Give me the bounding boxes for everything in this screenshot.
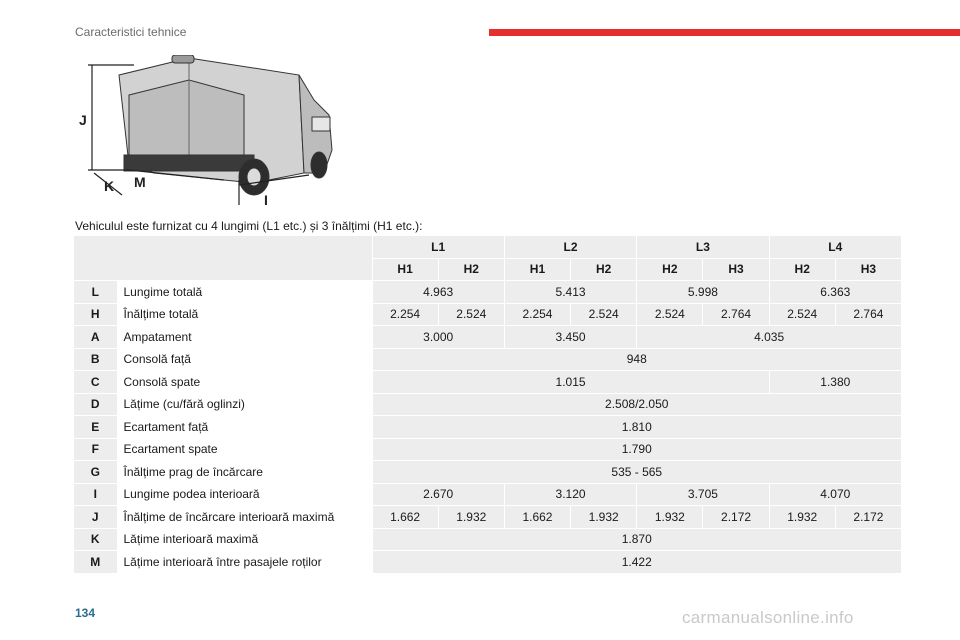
value-cell: 5.998 bbox=[637, 281, 769, 304]
row-code: E bbox=[74, 416, 117, 439]
value-cell: 4.070 bbox=[769, 483, 901, 506]
value-cell: 2.254 bbox=[504, 303, 570, 326]
height-header-cell: H2 bbox=[769, 258, 835, 281]
table-row bbox=[74, 416, 902, 439]
header-accent-bar bbox=[489, 29, 960, 36]
row-code: F bbox=[74, 438, 117, 461]
value-cell: 2.524 bbox=[438, 303, 504, 326]
row-code: C bbox=[74, 371, 117, 394]
row-label: Lățime interioară între pasajele roților bbox=[117, 551, 372, 574]
row-code: B bbox=[74, 348, 117, 371]
row-label: Consolă spate bbox=[117, 371, 372, 394]
row-label: Ecartament spate bbox=[117, 438, 372, 461]
value-cell: 1.662 bbox=[372, 506, 438, 529]
value-cell: 2.764 bbox=[835, 303, 901, 326]
value-cell: 3.450 bbox=[504, 326, 636, 349]
row-code: M bbox=[74, 551, 117, 574]
value-cell: 1.810 bbox=[372, 416, 902, 439]
label-K: K bbox=[104, 178, 115, 194]
section-title: Caracteristici tehnice bbox=[75, 25, 187, 39]
value-cell: 1.932 bbox=[769, 506, 835, 529]
row-code: D bbox=[74, 393, 117, 416]
value-cell: 948 bbox=[372, 348, 902, 371]
height-header-cell: H3 bbox=[835, 258, 901, 281]
row-label: Consolă față bbox=[117, 348, 372, 371]
length-header-row bbox=[74, 236, 902, 258]
value-cell: 1.380 bbox=[769, 371, 901, 394]
table-row bbox=[74, 393, 902, 416]
value-cell: 4.963 bbox=[372, 281, 504, 304]
value-cell: 2.254 bbox=[372, 303, 438, 326]
table-row bbox=[74, 506, 902, 529]
value-cell: 3.000 bbox=[372, 326, 504, 349]
value-cell: 1.932 bbox=[637, 506, 703, 529]
row-label: Ecartament față bbox=[117, 416, 372, 439]
table-row bbox=[74, 326, 902, 349]
header-blank-cell bbox=[74, 236, 372, 281]
value-cell: 3.120 bbox=[504, 483, 636, 506]
length-header-cell: L3 bbox=[637, 236, 769, 258]
watermark: carmanualsonline.info bbox=[682, 608, 854, 627]
row-label: Lungime totală bbox=[117, 281, 372, 304]
height-header-cell: H2 bbox=[571, 258, 637, 281]
value-cell: 2.524 bbox=[769, 303, 835, 326]
value-cell: 2.508/2.050 bbox=[372, 393, 902, 416]
height-header-cell: H2 bbox=[438, 258, 504, 281]
table-row bbox=[74, 461, 902, 484]
page-number: 134 bbox=[75, 606, 96, 620]
table-row bbox=[74, 303, 902, 326]
value-cell: 2.764 bbox=[703, 303, 769, 326]
row-label: Ampatament bbox=[117, 326, 372, 349]
value-cell: 1.932 bbox=[438, 506, 504, 529]
length-header-cell: L1 bbox=[372, 236, 504, 258]
row-label: Înălțime totală bbox=[117, 303, 372, 326]
value-cell: 535 - 565 bbox=[372, 461, 902, 484]
row-label: Lățime (cu/fără oglinzi) bbox=[117, 393, 372, 416]
table-row bbox=[74, 371, 902, 394]
row-label: Lungime podea interioară bbox=[117, 483, 372, 506]
row-code: H bbox=[74, 303, 117, 326]
value-cell: 1.015 bbox=[372, 371, 769, 394]
table-row bbox=[74, 438, 902, 461]
row-label: Înălțime de încărcare interioară maximă bbox=[117, 506, 372, 529]
label-M: M bbox=[134, 174, 146, 190]
value-cell: 2.172 bbox=[703, 506, 769, 529]
value-cell: 2.172 bbox=[835, 506, 901, 529]
length-header-cell: L2 bbox=[504, 236, 636, 258]
value-cell: 2.524 bbox=[571, 303, 637, 326]
value-cell: 2.524 bbox=[637, 303, 703, 326]
row-label: Lățime interioară maximă bbox=[117, 528, 372, 551]
table-row bbox=[74, 281, 902, 304]
table-row bbox=[74, 348, 902, 371]
row-code: L bbox=[74, 281, 117, 304]
value-cell: 2.670 bbox=[372, 483, 504, 506]
row-code: A bbox=[74, 326, 117, 349]
label-I: I bbox=[264, 192, 268, 208]
table-row bbox=[74, 483, 902, 506]
label-J: J bbox=[79, 112, 87, 128]
length-header-cell: L4 bbox=[769, 236, 901, 258]
row-code: I bbox=[74, 483, 117, 506]
height-header-cell: H1 bbox=[504, 258, 570, 281]
table-row bbox=[74, 551, 902, 574]
height-header-cell: H3 bbox=[703, 258, 769, 281]
value-cell: 1.870 bbox=[372, 528, 902, 551]
value-cell: 1.422 bbox=[372, 551, 902, 574]
height-header-cell: H2 bbox=[637, 258, 703, 281]
value-cell: 1.932 bbox=[571, 506, 637, 529]
dimensions-table bbox=[74, 236, 902, 574]
value-cell: 1.662 bbox=[504, 506, 570, 529]
row-code: J bbox=[74, 506, 117, 529]
value-cell: 1.790 bbox=[372, 438, 902, 461]
value-cell: 4.035 bbox=[637, 326, 902, 349]
value-cell: 6.363 bbox=[769, 281, 901, 304]
intro-text: Vehiculul este furnizat cu 4 lungimi (L1 etc.) și 3 înălțimi (H1 etc.): bbox=[75, 219, 423, 233]
value-cell: 3.705 bbox=[637, 483, 769, 506]
row-code: G bbox=[74, 461, 117, 484]
van-dimensions-figure bbox=[74, 55, 344, 210]
van-illustration bbox=[119, 55, 332, 195]
height-header-cell: H1 bbox=[372, 258, 438, 281]
table-row bbox=[74, 528, 902, 551]
row-label: Înălțime prag de încărcare bbox=[117, 461, 372, 484]
row-code: K bbox=[74, 528, 117, 551]
value-cell: 5.413 bbox=[504, 281, 636, 304]
